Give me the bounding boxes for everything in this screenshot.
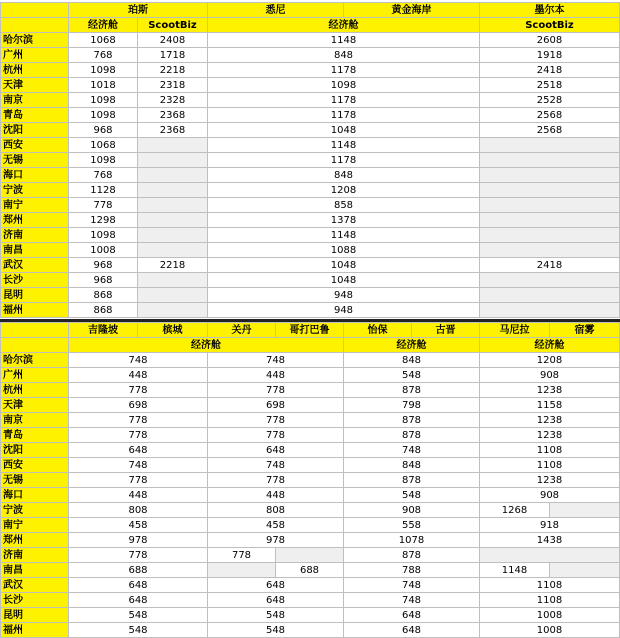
empty-fare-cell — [276, 548, 344, 563]
origin-city-cell: 南宁 — [1, 198, 69, 213]
bottom-fare-table — [0, 322, 620, 638]
table-row — [1, 93, 620, 108]
origin-city-cell: 杭州 — [1, 383, 69, 398]
dest-header-manila: 马尼拉 — [480, 323, 550, 338]
origin-city-cell: 南昌 — [1, 243, 69, 258]
table-row — [1, 183, 620, 198]
fare-cell-ipoh-kuching: 648 — [344, 623, 480, 638]
fare-cell-kuantan-kotabharu: 548 — [208, 623, 344, 638]
fare-cell-perth-economy: 1008 — [69, 243, 138, 258]
fare-cell-ipoh-kuching: 878 — [344, 413, 480, 428]
fare-cell-perth-economy: 1018 — [69, 78, 138, 93]
empty-fare-cell — [480, 213, 620, 228]
fare-cell-kuantan-kotabharu: 448 — [208, 488, 344, 503]
fare-cell-sydney-goldcoast-economy: 1178 — [208, 108, 480, 123]
origin-city-cell: 南京 — [1, 93, 69, 108]
fare-cell-ipoh-kuching: 848 — [344, 458, 480, 473]
fare-cell-kl-penang: 748 — [69, 353, 208, 368]
table-row — [1, 518, 620, 533]
table-row — [1, 368, 620, 383]
class-header-scootbiz: ScootBiz — [138, 18, 208, 33]
origin-city-cell: 郑州 — [1, 533, 69, 548]
table-row — [1, 563, 620, 578]
fare-cell-ipoh-kuching: 748 — [344, 578, 480, 593]
table-row — [1, 458, 620, 473]
table-row — [1, 153, 620, 168]
fare-cell-perth-scootbiz: 1718 — [138, 48, 208, 63]
origin-city-cell: 沈阳 — [1, 123, 69, 138]
dest-header-gold-coast: 黄金海岸 — [344, 3, 480, 18]
fare-cell-sydney-goldcoast-economy: 1048 — [208, 273, 480, 288]
fare-cell-sydney-goldcoast-economy: 1148 — [208, 33, 480, 48]
fare-cell-perth-scootbiz: 2328 — [138, 93, 208, 108]
table-row — [1, 503, 620, 518]
fare-cell-kl-penang: 448 — [69, 368, 208, 383]
fare-cell-kl-penang: 688 — [69, 563, 208, 578]
origin-city-cell: 武汉 — [1, 578, 69, 593]
fare-cell-kota-bharu: 688 — [276, 563, 344, 578]
table-row — [1, 63, 620, 78]
fare-cell-perth-economy: 778 — [69, 198, 138, 213]
dest-header-melbourne: 墨尔本 — [480, 3, 620, 18]
origin-city-cell: 长沙 — [1, 593, 69, 608]
dest-header-sydney: 悉尼 — [208, 3, 344, 18]
empty-fare-cell — [550, 563, 620, 578]
table-row — [1, 138, 620, 153]
table-row — [1, 428, 620, 443]
class-header-scootbiz: ScootBiz — [480, 18, 620, 33]
corner-cell — [1, 3, 69, 18]
fare-cell-kl-penang: 648 — [69, 593, 208, 608]
fare-cell-ipoh-kuching: 878 — [344, 473, 480, 488]
origin-city-cell: 南宁 — [1, 518, 69, 533]
table-row — [1, 578, 620, 593]
table-row — [1, 353, 620, 368]
origin-city-cell: 郑州 — [1, 213, 69, 228]
fare-cell-manila-cebu: 1238 — [480, 413, 620, 428]
fare-cell-kl-penang: 548 — [69, 608, 208, 623]
fare-cell-kuantan-kotabharu: 778 — [208, 413, 344, 428]
dest-header-kota-bharu: 哥打巴鲁 — [276, 323, 344, 338]
fare-cell-manila: 1148 — [480, 563, 550, 578]
fare-cell-kuantan-kotabharu: 978 — [208, 533, 344, 548]
table-row — [1, 228, 620, 243]
fare-cell-ipoh-kuching: 798 — [344, 398, 480, 413]
fare-cell-sydney-goldcoast-economy: 1048 — [208, 123, 480, 138]
empty-fare-cell — [480, 243, 620, 258]
fare-cell-sydney-goldcoast-economy: 848 — [208, 48, 480, 63]
fare-cell-perth-scootbiz: 2218 — [138, 258, 208, 273]
table-row — [1, 548, 620, 563]
table-row — [1, 168, 620, 183]
table-row — [1, 398, 620, 413]
fare-cell-kuantan-kotabharu: 548 — [208, 608, 344, 623]
fare-cell-kl-penang: 448 — [69, 488, 208, 503]
fare-cell-perth-scootbiz: 2318 — [138, 78, 208, 93]
table-row — [1, 383, 620, 398]
empty-fare-cell — [480, 168, 620, 183]
fare-cell-perth-economy: 1298 — [69, 213, 138, 228]
origin-city-cell: 无锡 — [1, 153, 69, 168]
fare-cell-melbourne-scootbiz: 2568 — [480, 123, 620, 138]
table-row — [1, 198, 620, 213]
origin-city-cell: 昆明 — [1, 608, 69, 623]
origin-city-cell: 海口 — [1, 168, 69, 183]
table-row — [1, 213, 620, 228]
empty-fare-cell — [138, 153, 208, 168]
fare-cell-ipoh-kuching: 1078 — [344, 533, 480, 548]
fare-cell-sydney-goldcoast-economy: 848 — [208, 168, 480, 183]
fare-cell-sydney-goldcoast-economy: 1148 — [208, 228, 480, 243]
fare-cell-perth-economy: 1128 — [69, 183, 138, 198]
fare-cell-kuantan-kotabharu: 748 — [208, 458, 344, 473]
fare-cell-manila: 1268 — [480, 503, 550, 518]
fare-cell-ipoh-kuching: 878 — [344, 548, 480, 563]
table-row — [1, 273, 620, 288]
origin-city-cell: 哈尔滨 — [1, 33, 69, 48]
fare-cell-manila-cebu: 1238 — [480, 473, 620, 488]
empty-fare-cell — [480, 288, 620, 303]
empty-fare-cell — [138, 183, 208, 198]
fare-cell-sydney-goldcoast-economy: 1208 — [208, 183, 480, 198]
fare-cell-ipoh-kuching: 648 — [344, 608, 480, 623]
fare-cell-sydney-goldcoast-economy: 1178 — [208, 153, 480, 168]
fare-cell-ipoh-kuching: 878 — [344, 383, 480, 398]
table-row — [1, 623, 620, 638]
corner-cell — [1, 323, 69, 338]
empty-fare-cell — [138, 273, 208, 288]
fare-cell-manila-cebu: 1108 — [480, 593, 620, 608]
table-row — [1, 48, 620, 63]
fare-cell-sydney-goldcoast-economy: 1148 — [208, 138, 480, 153]
table-row — [1, 78, 620, 93]
empty-fare-cell — [550, 503, 620, 518]
dest-header-perth: 珀斯 — [69, 3, 208, 18]
fare-cell-kuantan-kotabharu: 648 — [208, 443, 344, 458]
fare-cell-sydney-goldcoast-economy: 948 — [208, 288, 480, 303]
fare-cell-manila-cebu: 1208 — [480, 353, 620, 368]
top-fare-table — [0, 2, 620, 318]
fare-cell-ipoh-kuching: 548 — [344, 488, 480, 503]
empty-fare-cell — [208, 563, 276, 578]
empty-fare-cell — [480, 153, 620, 168]
fare-cell-perth-economy: 968 — [69, 258, 138, 273]
fare-cell-sydney-goldcoast-economy: 948 — [208, 303, 480, 318]
table-row — [1, 258, 620, 273]
fare-cell-manila-cebu: 1008 — [480, 623, 620, 638]
dest-header-kuantan: 关丹 — [208, 323, 276, 338]
table-row — [1, 243, 620, 258]
origin-city-cell: 西安 — [1, 458, 69, 473]
empty-fare-cell — [138, 168, 208, 183]
table-row — [1, 123, 620, 138]
table-row — [1, 288, 620, 303]
fare-cell-kl-penang: 748 — [69, 458, 208, 473]
fare-cell-kl-penang: 698 — [69, 398, 208, 413]
table-row — [1, 443, 620, 458]
empty-fare-cell — [480, 198, 620, 213]
fare-cell-melbourne-scootbiz: 2518 — [480, 78, 620, 93]
fare-cell-kl-penang: 808 — [69, 503, 208, 518]
corner-cell — [1, 338, 69, 353]
origin-city-cell: 昆明 — [1, 288, 69, 303]
fare-cell-manila-cebu: 1108 — [480, 443, 620, 458]
fare-cell-kl-penang: 778 — [69, 413, 208, 428]
fare-cell-kuantan-kotabharu: 458 — [208, 518, 344, 533]
fare-cell-kl-penang: 978 — [69, 533, 208, 548]
dest-header-cebu: 宿雾 — [550, 323, 620, 338]
origin-city-cell: 济南 — [1, 548, 69, 563]
origin-city-cell: 青岛 — [1, 108, 69, 123]
fare-cell-manila-cebu: 1108 — [480, 458, 620, 473]
fare-cell-perth-economy: 868 — [69, 288, 138, 303]
fare-cell-melbourne-scootbiz: 1918 — [480, 48, 620, 63]
fare-cell-sydney-goldcoast-economy: 858 — [208, 198, 480, 213]
fare-cell-ipoh-kuching: 748 — [344, 443, 480, 458]
fare-cell-perth-economy: 1098 — [69, 108, 138, 123]
origin-city-cell: 广州 — [1, 368, 69, 383]
fare-cell-ipoh-kuching: 548 — [344, 368, 480, 383]
table-row — [1, 413, 620, 428]
fare-cell-manila-cebu: 1238 — [480, 428, 620, 443]
fare-cell-sydney-goldcoast-economy: 1048 — [208, 258, 480, 273]
fare-cell-sydney-goldcoast-economy: 1178 — [208, 93, 480, 108]
table-row — [1, 488, 620, 503]
origin-city-cell: 广州 — [1, 48, 69, 63]
origin-city-cell: 长沙 — [1, 273, 69, 288]
fare-cell-perth-economy: 1098 — [69, 153, 138, 168]
fare-cell-perth-scootbiz: 2408 — [138, 33, 208, 48]
class-header-economy: 经济舱 — [208, 18, 480, 33]
dest-header-kuala-lumpur: 吉隆坡 — [69, 323, 138, 338]
fare-cell-kl-penang: 778 — [69, 473, 208, 488]
origin-city-cell: 宁波 — [1, 183, 69, 198]
fare-cell-melbourne-scootbiz: 2568 — [480, 108, 620, 123]
corner-cell — [1, 18, 69, 33]
fare-cell-ipoh-kuching: 558 — [344, 518, 480, 533]
fare-cell-perth-scootbiz: 2368 — [138, 123, 208, 138]
fare-cell-sydney-goldcoast-economy: 1098 — [208, 78, 480, 93]
fare-cell-manila-cebu: 908 — [480, 488, 620, 503]
origin-city-cell: 福州 — [1, 303, 69, 318]
fare-cell-ipoh-kuching: 788 — [344, 563, 480, 578]
origin-city-cell: 沈阳 — [1, 443, 69, 458]
table-row — [1, 303, 620, 318]
fare-cell-perth-economy: 968 — [69, 273, 138, 288]
fare-cell-sydney-goldcoast-economy: 1378 — [208, 213, 480, 228]
fare-cell-kuantan-kotabharu: 448 — [208, 368, 344, 383]
class-header-economy: 经济舱 — [344, 338, 480, 353]
fare-cell-perth-economy: 768 — [69, 168, 138, 183]
fare-cell-ipoh-kuching: 908 — [344, 503, 480, 518]
origin-city-cell: 杭州 — [1, 63, 69, 78]
origin-city-cell: 哈尔滨 — [1, 353, 69, 368]
fare-cell-kl-penang: 458 — [69, 518, 208, 533]
empty-fare-cell — [138, 303, 208, 318]
dest-header-penang: 槟城 — [138, 323, 208, 338]
empty-fare-cell — [138, 213, 208, 228]
table-row — [1, 108, 620, 123]
fare-cell-perth-scootbiz: 2218 — [138, 63, 208, 78]
fare-cell-kuantan-kotabharu: 778 — [208, 428, 344, 443]
empty-fare-cell — [138, 288, 208, 303]
empty-fare-cell — [480, 138, 620, 153]
table-row — [1, 473, 620, 488]
fare-cell-perth-economy: 1098 — [69, 93, 138, 108]
empty-fare-cell — [480, 273, 620, 288]
origin-city-cell: 青岛 — [1, 428, 69, 443]
origin-city-cell: 宁波 — [1, 503, 69, 518]
fare-cell-kuantan-kotabharu: 748 — [208, 353, 344, 368]
origin-city-cell: 无锡 — [1, 473, 69, 488]
fare-cell-manila-cebu: 1238 — [480, 383, 620, 398]
fare-cell-manila-cebu: 1158 — [480, 398, 620, 413]
fare-cell-kuantan-kotabharu: 698 — [208, 398, 344, 413]
origin-city-cell: 武汉 — [1, 258, 69, 273]
table-row — [1, 33, 620, 48]
table-row — [1, 593, 620, 608]
origin-city-cell: 南京 — [1, 413, 69, 428]
class-header-economy: 经济舱 — [69, 338, 344, 353]
fare-cell-kuantan-kotabharu: 648 — [208, 578, 344, 593]
table-row — [1, 533, 620, 548]
empty-fare-cell — [480, 228, 620, 243]
fare-cell-perth-economy: 868 — [69, 303, 138, 318]
fare-cell-perth-economy: 1068 — [69, 33, 138, 48]
origin-city-cell: 天津 — [1, 78, 69, 93]
origin-city-cell: 南昌 — [1, 563, 69, 578]
fare-cell-sydney-goldcoast-economy: 1088 — [208, 243, 480, 258]
fare-cell-sydney-goldcoast-economy: 1178 — [208, 63, 480, 78]
empty-fare-cell — [138, 228, 208, 243]
fare-cell-kuantan-kotabharu: 778 — [208, 473, 344, 488]
empty-fare-cell — [480, 548, 620, 563]
fare-cell-kl-penang: 548 — [69, 623, 208, 638]
class-header-economy: 经济舱 — [480, 338, 620, 353]
fare-cell-kuantan: 778 — [208, 548, 276, 563]
dest-header-kuching: 古晋 — [412, 323, 480, 338]
origin-city-cell: 济南 — [1, 228, 69, 243]
empty-fare-cell — [138, 243, 208, 258]
origin-city-cell: 天津 — [1, 398, 69, 413]
fare-cell-manila-cebu: 1008 — [480, 608, 620, 623]
fare-cell-manila-cebu: 918 — [480, 518, 620, 533]
fare-cell-manila-cebu: 908 — [480, 368, 620, 383]
fare-cell-kuantan-kotabharu: 648 — [208, 593, 344, 608]
fare-cell-perth-scootbiz: 2368 — [138, 108, 208, 123]
fare-cell-melbourne-scootbiz: 2418 — [480, 63, 620, 78]
fare-cell-perth-economy: 1068 — [69, 138, 138, 153]
fare-cell-ipoh-kuching: 848 — [344, 353, 480, 368]
origin-city-cell: 西安 — [1, 138, 69, 153]
origin-city-cell: 海口 — [1, 488, 69, 503]
empty-fare-cell — [480, 183, 620, 198]
class-header-economy: 经济舱 — [69, 18, 138, 33]
fare-cell-perth-economy: 768 — [69, 48, 138, 63]
table-row — [1, 608, 620, 623]
dest-header-ipoh: 怡保 — [344, 323, 412, 338]
empty-fare-cell — [138, 138, 208, 153]
fare-cell-kl-penang: 648 — [69, 443, 208, 458]
fare-cell-perth-economy: 1098 — [69, 63, 138, 78]
fare-cell-manila-cebu: 1438 — [480, 533, 620, 548]
origin-city-cell: 福州 — [1, 623, 69, 638]
fare-cell-manila-cebu: 1108 — [480, 578, 620, 593]
fare-cell-perth-economy: 968 — [69, 123, 138, 138]
fare-cell-melbourne-scootbiz: 2608 — [480, 33, 620, 48]
fare-cell-kl-penang: 648 — [69, 578, 208, 593]
fare-cell-perth-economy: 1098 — [69, 228, 138, 243]
empty-fare-cell — [480, 303, 620, 318]
fare-cell-kl-penang: 778 — [69, 548, 208, 563]
fare-cell-kl-penang: 778 — [69, 383, 208, 398]
fare-cell-kl-penang: 778 — [69, 428, 208, 443]
fare-cell-ipoh-kuching: 748 — [344, 593, 480, 608]
fare-cell-melbourne-scootbiz: 2418 — [480, 258, 620, 273]
empty-fare-cell — [138, 198, 208, 213]
fare-cell-kuantan-kotabharu: 778 — [208, 383, 344, 398]
fare-cell-kuantan-kotabharu: 808 — [208, 503, 344, 518]
fare-cell-melbourne-scootbiz: 2528 — [480, 93, 620, 108]
fare-cell-ipoh-kuching: 878 — [344, 428, 480, 443]
